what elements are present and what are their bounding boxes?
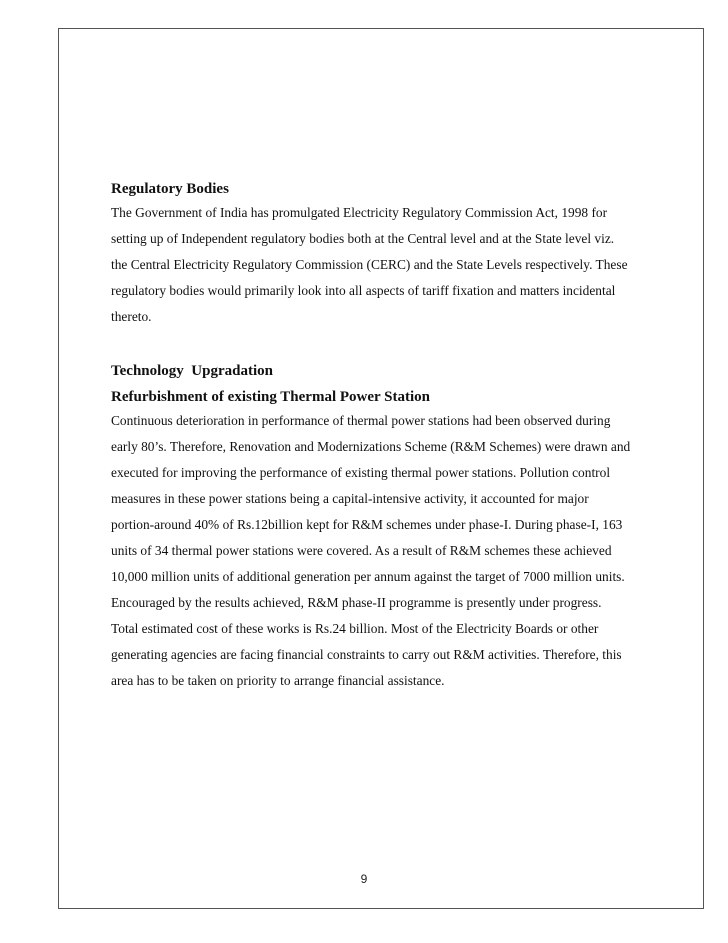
paragraph-refurbishment: Continuous deterioration in performance of thermal power stations had been observed during early 80’s. Therefore, Renovation and Modernizations Scheme (R&M Schemes) were drawn and executed for improving the performance of existing thermal power stations. Pollution control measures in these power stations being a capital-intensive activity, it accounted for major portion-around 40% of Rs.12billion kept for R&M schemes under phase-I. During phase-I, 163 units of 34 thermal power stations were covered. As a result of R&M schemes these achieved 10,000 million units of additional generation per annum against the target of 7000 million units. Encouraged by the results achieved, R&M phase-II programme is presently under progress. Total estimated cost of these works is Rs.24 billion. Most of the Electricity Boards or other generating agencies are facing financial constraints to carry out R&M activities. Therefore, this area has to be taken on priority to arrange financial assistance. — [111, 413, 631, 688]
subheading-refurbishment: Refurbishment of existing Thermal Power Station — [111, 389, 431, 405]
section-heading-regulatory-bodies: Regulatory Bodies — [111, 181, 229, 197]
section-spacer — [111, 330, 631, 360]
section-heading-technology-upgradation: Technology Upgradation — [111, 363, 273, 379]
paragraph-regulatory-bodies: The Government of India has promulgated Electricity Regulatory Commission Act, 1998 for setting up of Independent regulatory bodies both at the Central level and at the State level viz. the Central Electricity Regulatory Commission (CERC) and the State Levels respectively. These regulatory bodies would primarily look into all aspects of tariff fixation and matters incidental thereto. — [111, 205, 628, 324]
page-number: 9 — [360, 872, 368, 886]
document-body — [111, 178, 631, 694]
